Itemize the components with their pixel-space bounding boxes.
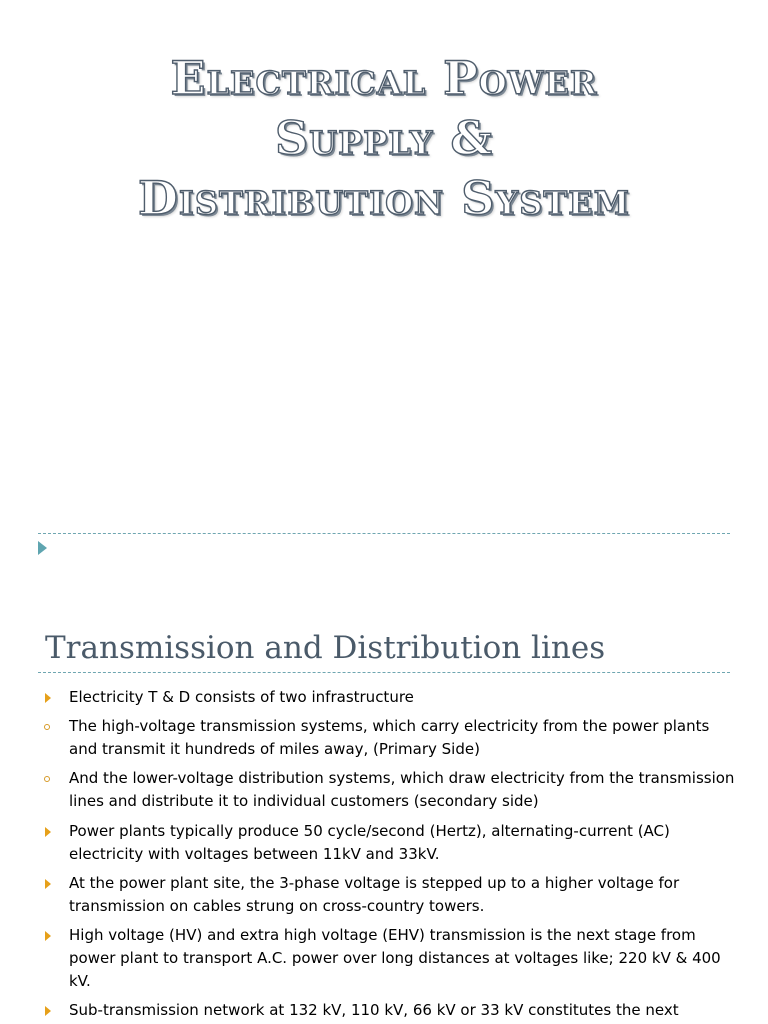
- triangle-bullet-icon: [45, 879, 51, 889]
- circle-bullet-icon: [44, 724, 50, 730]
- triangle-bullet-icon: [45, 1006, 51, 1016]
- list-item: [0, 686, 768, 709]
- triangle-bullet-icon: [45, 693, 51, 703]
- bullet-text: The high-voltage transmission systems, which carry electricity from the power plants and transmit it hundreds of miles away, (Primary Side): [69, 717, 710, 758]
- heading-divider: [38, 672, 730, 673]
- title-line-3: Distribution System: [137, 171, 630, 225]
- bullet-text: Power plants typically produce 50 cycle/second (Hertz), alternating-current (AC) electricity with voltages between 11kV and 33kV.: [69, 822, 670, 863]
- list-item: [0, 715, 768, 761]
- triangle-bullet-icon: [45, 931, 51, 941]
- triangle-bullet-icon: [45, 827, 51, 837]
- list-item: [0, 924, 768, 993]
- list-item: [0, 872, 768, 918]
- bullet-text: High voltage (HV) and extra high voltage (EHV) transmission is the next stage from power plant to transport A.C. power over long distances at voltages like; 220 kV & 400 kV.: [69, 926, 721, 990]
- slide-divider: [38, 533, 730, 534]
- bullet-text: At the power plant site, the 3-phase voltage is stepped up to a higher voltage for transmission on cables strung on cross-country towers.: [69, 874, 680, 915]
- bullet-list: [0, 686, 768, 1022]
- slide-heading: Transmission and Distribution lines: [45, 630, 606, 666]
- slide-title: [0, 48, 768, 228]
- bullet-text: Sub-transmission network at 132 kV, 110 kV, 66 kV or 33 kV constitutes the next: [69, 1001, 679, 1019]
- bullet-text: Electricity T & D consists of two infrastructure: [69, 688, 414, 706]
- play-arrow-icon: [38, 541, 47, 555]
- circle-bullet-icon: [44, 776, 50, 782]
- list-item: [0, 999, 768, 1022]
- title-line-2: Supply &: [274, 111, 494, 165]
- list-item: [0, 767, 768, 813]
- content-slide: [0, 600, 768, 1024]
- title-line-1: Electrical Power: [170, 51, 598, 105]
- list-item: [0, 820, 768, 866]
- bullet-text: And the lower-voltage distribution systems, which draw electricity from the transmission lines and distribute it to individual customers (secondary side): [69, 769, 735, 810]
